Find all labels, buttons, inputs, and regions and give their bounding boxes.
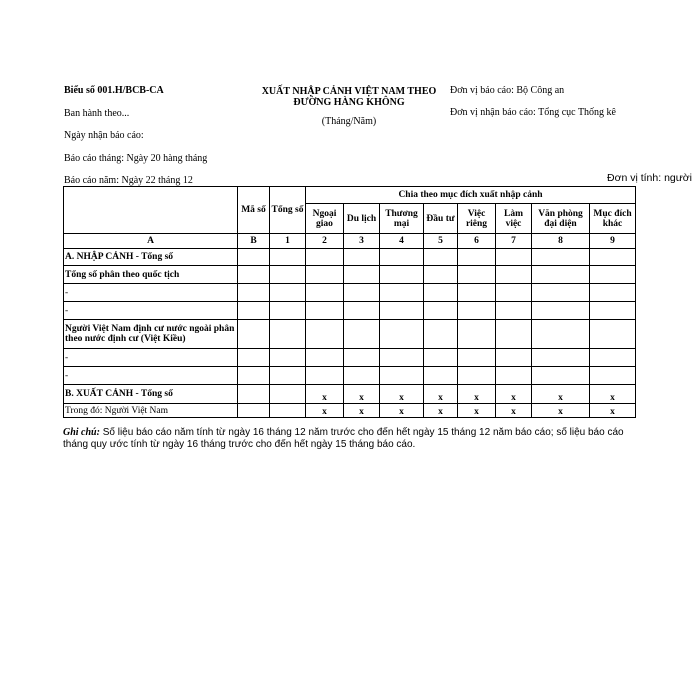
- table-row: [64, 385, 636, 404]
- reporting-unit: Đơn vị báo cáo: Bộ Công an: [450, 85, 565, 96]
- col-group-header: Chia theo mục đích xuất nhập cảnh: [306, 187, 636, 204]
- report-title-line1: XUẤT NHẬP CẢNH VIỆT NAM THEO: [261, 86, 437, 97]
- total-cell: [270, 249, 306, 266]
- purpose-cell: [380, 249, 424, 266]
- purpose-cell: [458, 367, 496, 385]
- index-cell: 2: [306, 234, 344, 249]
- index-cell: 6: [458, 234, 496, 249]
- row-label: -: [64, 349, 238, 367]
- purpose-cell: x: [458, 404, 496, 418]
- report-title-block: [244, 86, 454, 127]
- row-label: -: [64, 302, 238, 320]
- purpose-cell: x: [424, 385, 458, 404]
- index-cell: 3: [344, 234, 380, 249]
- purpose-cell: [380, 284, 424, 302]
- col-header-purpose: Mục đích khác: [590, 204, 636, 234]
- purpose-cell: [306, 320, 344, 349]
- purpose-cell: [496, 284, 532, 302]
- index-cell: A: [64, 234, 238, 249]
- index-cell: B: [238, 234, 270, 249]
- purpose-cell: [590, 284, 636, 302]
- purpose-cell: [590, 302, 636, 320]
- receiving-unit: Đơn vị nhận báo cáo: Tổng cục Thống kê: [450, 107, 616, 118]
- col-header-purpose: Việc riêng: [458, 204, 496, 234]
- purpose-cell: [344, 349, 380, 367]
- index-cell: 5: [424, 234, 458, 249]
- col-header-purpose: Ngoại giao: [306, 204, 344, 234]
- footnote-text: Số liệu báo cáo năm tính từ ngày 16 tháng 12 năm trước cho đến hết ngày 15 tháng 12 năm báo cáo; số liệu báo cáo tháng quy ước tính từ ngày 16 tháng trước cho đến hết ngày 15 tháng báo cáo.: [63, 427, 624, 450]
- total-cell: [270, 367, 306, 385]
- purpose-cell: [458, 266, 496, 284]
- row-label: Trong đó: Người Việt Nam: [64, 404, 238, 418]
- purpose-cell: [532, 249, 590, 266]
- header-left: [64, 86, 207, 199]
- purpose-cell: [344, 367, 380, 385]
- table-row: [64, 367, 636, 385]
- purpose-cell: [424, 320, 458, 349]
- purpose-cell: [306, 302, 344, 320]
- purpose-cell: [496, 367, 532, 385]
- receive-date: Ngày nhận báo cáo:: [64, 130, 144, 141]
- purpose-cell: [496, 249, 532, 266]
- total-cell: [270, 404, 306, 418]
- purpose-cell: x: [424, 404, 458, 418]
- total-cell: [270, 302, 306, 320]
- col-header-code: Mã số: [238, 187, 270, 234]
- purpose-cell: [458, 349, 496, 367]
- purpose-cell: [590, 266, 636, 284]
- issued-by: Ban hành theo...: [64, 107, 130, 119]
- report-period: (Tháng/Năm): [321, 116, 377, 127]
- purpose-cell: [344, 284, 380, 302]
- table-row: [64, 249, 636, 266]
- purpose-cell: [458, 320, 496, 349]
- purpose-cell: [532, 266, 590, 284]
- purpose-cell: x: [306, 404, 344, 418]
- purpose-cell: [590, 320, 636, 349]
- purpose-cell: [306, 367, 344, 385]
- purpose-cell: [344, 249, 380, 266]
- index-cell: 4: [380, 234, 424, 249]
- purpose-cell: [380, 349, 424, 367]
- purpose-cell: [424, 367, 458, 385]
- purpose-cell: [424, 249, 458, 266]
- footnote-label: Ghi chú:: [63, 427, 100, 438]
- code-cell: [238, 349, 270, 367]
- row-label: -: [64, 367, 238, 385]
- col-header-purpose: Đầu tư: [424, 204, 458, 234]
- purpose-cell: x: [496, 404, 532, 418]
- monthly-deadline: Báo cáo tháng: Ngày 20 hàng tháng: [64, 152, 208, 164]
- purpose-cell: [532, 284, 590, 302]
- code-cell: [238, 367, 270, 385]
- purpose-cell: [306, 249, 344, 266]
- total-cell: [270, 266, 306, 284]
- total-cell: [270, 349, 306, 367]
- table-row: [64, 302, 636, 320]
- purpose-cell: x: [532, 385, 590, 404]
- table-row: [64, 349, 636, 367]
- purpose-cell: x: [458, 385, 496, 404]
- purpose-cell: [306, 266, 344, 284]
- code-cell: [238, 302, 270, 320]
- purpose-cell: x: [590, 404, 636, 418]
- purpose-cell: [532, 320, 590, 349]
- purpose-cell: [532, 302, 590, 320]
- purpose-cell: [458, 302, 496, 320]
- total-cell: [270, 284, 306, 302]
- col-header-purpose: Văn phòng đại diện: [532, 204, 590, 234]
- purpose-cell: [424, 349, 458, 367]
- col-header-purpose: Du lịch: [344, 204, 380, 234]
- table-row: [64, 284, 636, 302]
- total-cell: [270, 385, 306, 404]
- code-cell: [238, 284, 270, 302]
- purpose-cell: x: [590, 385, 636, 404]
- purpose-cell: [590, 349, 636, 367]
- purpose-cell: [496, 302, 532, 320]
- purpose-cell: [590, 249, 636, 266]
- index-cell: 7: [496, 234, 532, 249]
- purpose-cell: [380, 367, 424, 385]
- purpose-cell: [344, 266, 380, 284]
- row-label: Tổng số phân theo quốc tịch: [64, 266, 238, 284]
- index-cell: 1: [270, 234, 306, 249]
- row-label: -: [64, 284, 238, 302]
- table-row: [64, 320, 636, 349]
- report-table: [63, 186, 636, 418]
- table-row: [64, 266, 636, 284]
- code-cell: [238, 404, 270, 418]
- total-cell: [270, 320, 306, 349]
- col-header-purpose: Làm việc: [496, 204, 532, 234]
- purpose-cell: [458, 249, 496, 266]
- header-right: [450, 86, 616, 130]
- form-code: Biểu số 001.H/BCB-CA: [64, 85, 164, 96]
- index-row: [64, 234, 636, 249]
- purpose-cell: [424, 284, 458, 302]
- purpose-cell: [380, 302, 424, 320]
- purpose-cell: [458, 284, 496, 302]
- purpose-cell: [496, 320, 532, 349]
- report-title-line2: ĐƯỜNG HÀNG KHÔNG: [293, 97, 405, 108]
- row-label: B. XUẤT CẢNH - Tổng số: [64, 385, 238, 404]
- purpose-cell: x: [532, 404, 590, 418]
- purpose-cell: x: [380, 385, 424, 404]
- purpose-cell: [532, 367, 590, 385]
- yearly-deadline: Báo cáo năm: Ngày 22 tháng 12: [64, 175, 193, 186]
- purpose-cell: [424, 266, 458, 284]
- purpose-cell: [306, 349, 344, 367]
- label-header-cell: [64, 187, 238, 234]
- purpose-cell: [532, 349, 590, 367]
- col-header-total: Tổng số: [270, 187, 306, 234]
- purpose-cell: [380, 320, 424, 349]
- purpose-cell: x: [380, 404, 424, 418]
- table-row: [64, 404, 636, 418]
- row-label: Người Việt Nam định cư nước ngoài phân theo nước định cư (Việt Kiều): [64, 320, 238, 349]
- row-label: A. NHẬP CẢNH - Tổng số: [64, 249, 238, 266]
- purpose-cell: x: [496, 385, 532, 404]
- col-header-purpose: Thương mại: [380, 204, 424, 234]
- purpose-cell: [344, 320, 380, 349]
- footnote: [63, 427, 638, 451]
- code-cell: [238, 266, 270, 284]
- code-cell: [238, 385, 270, 404]
- unit-label: Đơn vị tính: người: [607, 172, 692, 184]
- purpose-cell: x: [344, 404, 380, 418]
- table-body: [64, 249, 636, 418]
- index-cell: 8: [532, 234, 590, 249]
- purpose-cell: [496, 349, 532, 367]
- code-cell: [238, 320, 270, 349]
- code-cell: [238, 249, 270, 266]
- purpose-cell: [344, 302, 380, 320]
- purpose-cell: [306, 284, 344, 302]
- index-cell: 9: [590, 234, 636, 249]
- purpose-cell: [380, 266, 424, 284]
- purpose-cell: [590, 367, 636, 385]
- purpose-cell: x: [306, 385, 344, 404]
- purpose-cell: [424, 302, 458, 320]
- purpose-cell: [496, 266, 532, 284]
- purpose-cell: x: [344, 385, 380, 404]
